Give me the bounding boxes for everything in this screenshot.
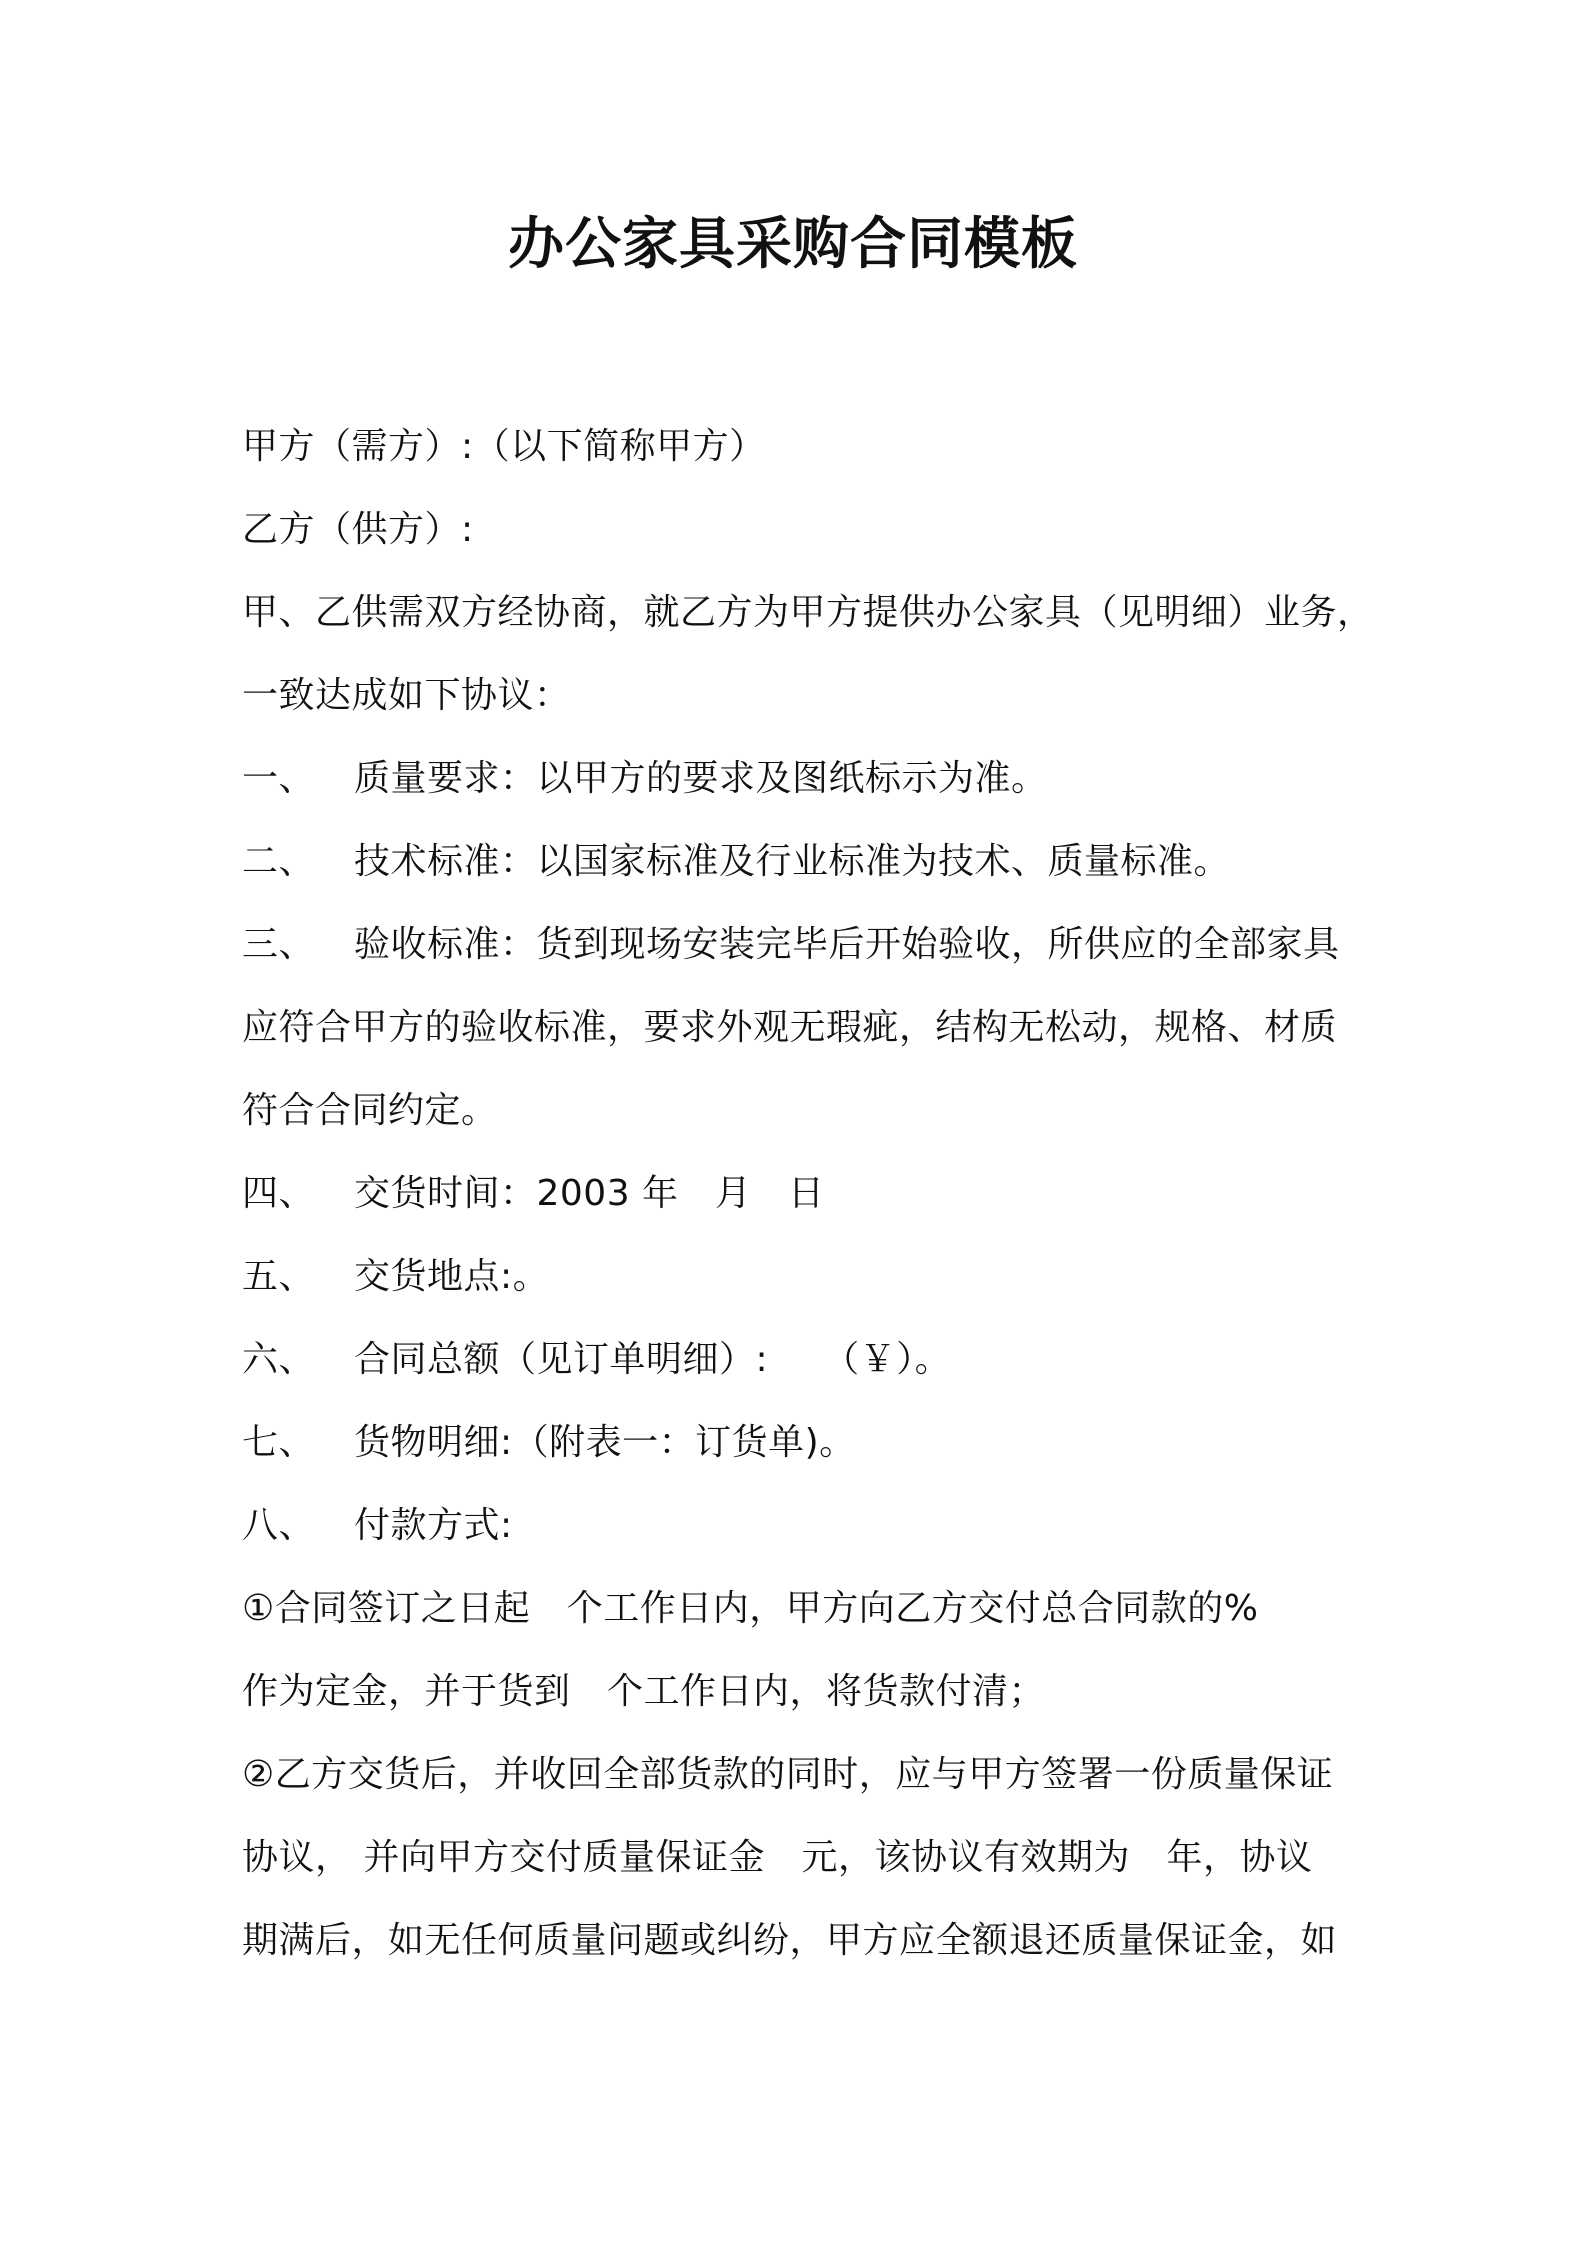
clause-number: 三、 [242,924,316,965]
clause-number: 二、 [242,841,316,882]
clause-text: 付款方式: [354,1505,513,1546]
clause-1 [242,737,1357,820]
document-title: 办公家具采购合同模板 [508,212,1078,277]
payment-item-1-line-1: ①合同签订之日起 个工作日内，甲方向乙方交付总合同款的% [242,1588,1259,1629]
payment-item-1-line-2: 作为定金，并于货到 个工作日内，将货款付清； [242,1671,1046,1712]
clause-number: 八、 [242,1505,316,1546]
payment-item-2-line-3: 期满后，如无任何质量问题或纠纷，甲方应全额退还质量保证金，如 [242,1920,1338,1961]
clause-text: 验收标准：货到现场安装完毕后开始验收，所供应的全部家具 [354,924,1340,965]
clause-number: 四、 [242,1173,316,1214]
clause-text: 质量要求：以甲方的要求及图纸标示为准。 [354,758,1048,799]
intro-line-1: 甲、乙供需双方经协商，就乙方为甲方提供办公家具（见明细）业务， [242,592,1374,633]
clause-number: 五、 [242,1256,316,1297]
payment-item-2-line-2: 协议， 并向甲方交付质量保证金 元，该协议有效期为 年，协议 [242,1837,1313,1878]
clause-7 [242,1401,1357,1484]
clause-text: 合同总额（见订单明细）: （￥）。 [354,1339,952,1380]
document-body [242,405,1374,1982]
clause-5 [242,1235,1357,1318]
clause-3 [242,903,1357,986]
clause-text: 技术标准：以国家标准及行业标准为技术、质量标准。 [354,841,1231,882]
clause-3-continuation-2: 符合合同约定。 [242,1090,498,1131]
party-a-line: 甲方（需方）:（以下简称甲方） [242,426,766,467]
party-b-line: 乙方（供方）: [242,509,474,550]
clause-text: 交货地点:。 [354,1256,550,1297]
payment-item-2-line-1: ②乙方交货后，并收回全部货款的同时，应与甲方签署一份质量保证 [242,1754,1334,1795]
clause-4 [242,1152,1357,1235]
clause-text: 货物明细:（附表一：订货单)。 [354,1422,856,1463]
clause-6 [242,1318,1357,1401]
clause-text: 交货时间：2003 年 月 日 [354,1173,825,1214]
clause-3-continuation-1: 应符合甲方的验收标准，要求外观无瑕疵，结构无松动，规格、材质 [242,1007,1338,1048]
clause-number: 七、 [242,1422,316,1463]
intro-line-2: 一致达成如下协议： [242,675,571,716]
clause-2 [242,820,1357,903]
clause-number: 六、 [242,1339,316,1380]
clause-8 [242,1484,1357,1567]
clause-number: 一、 [242,758,316,799]
